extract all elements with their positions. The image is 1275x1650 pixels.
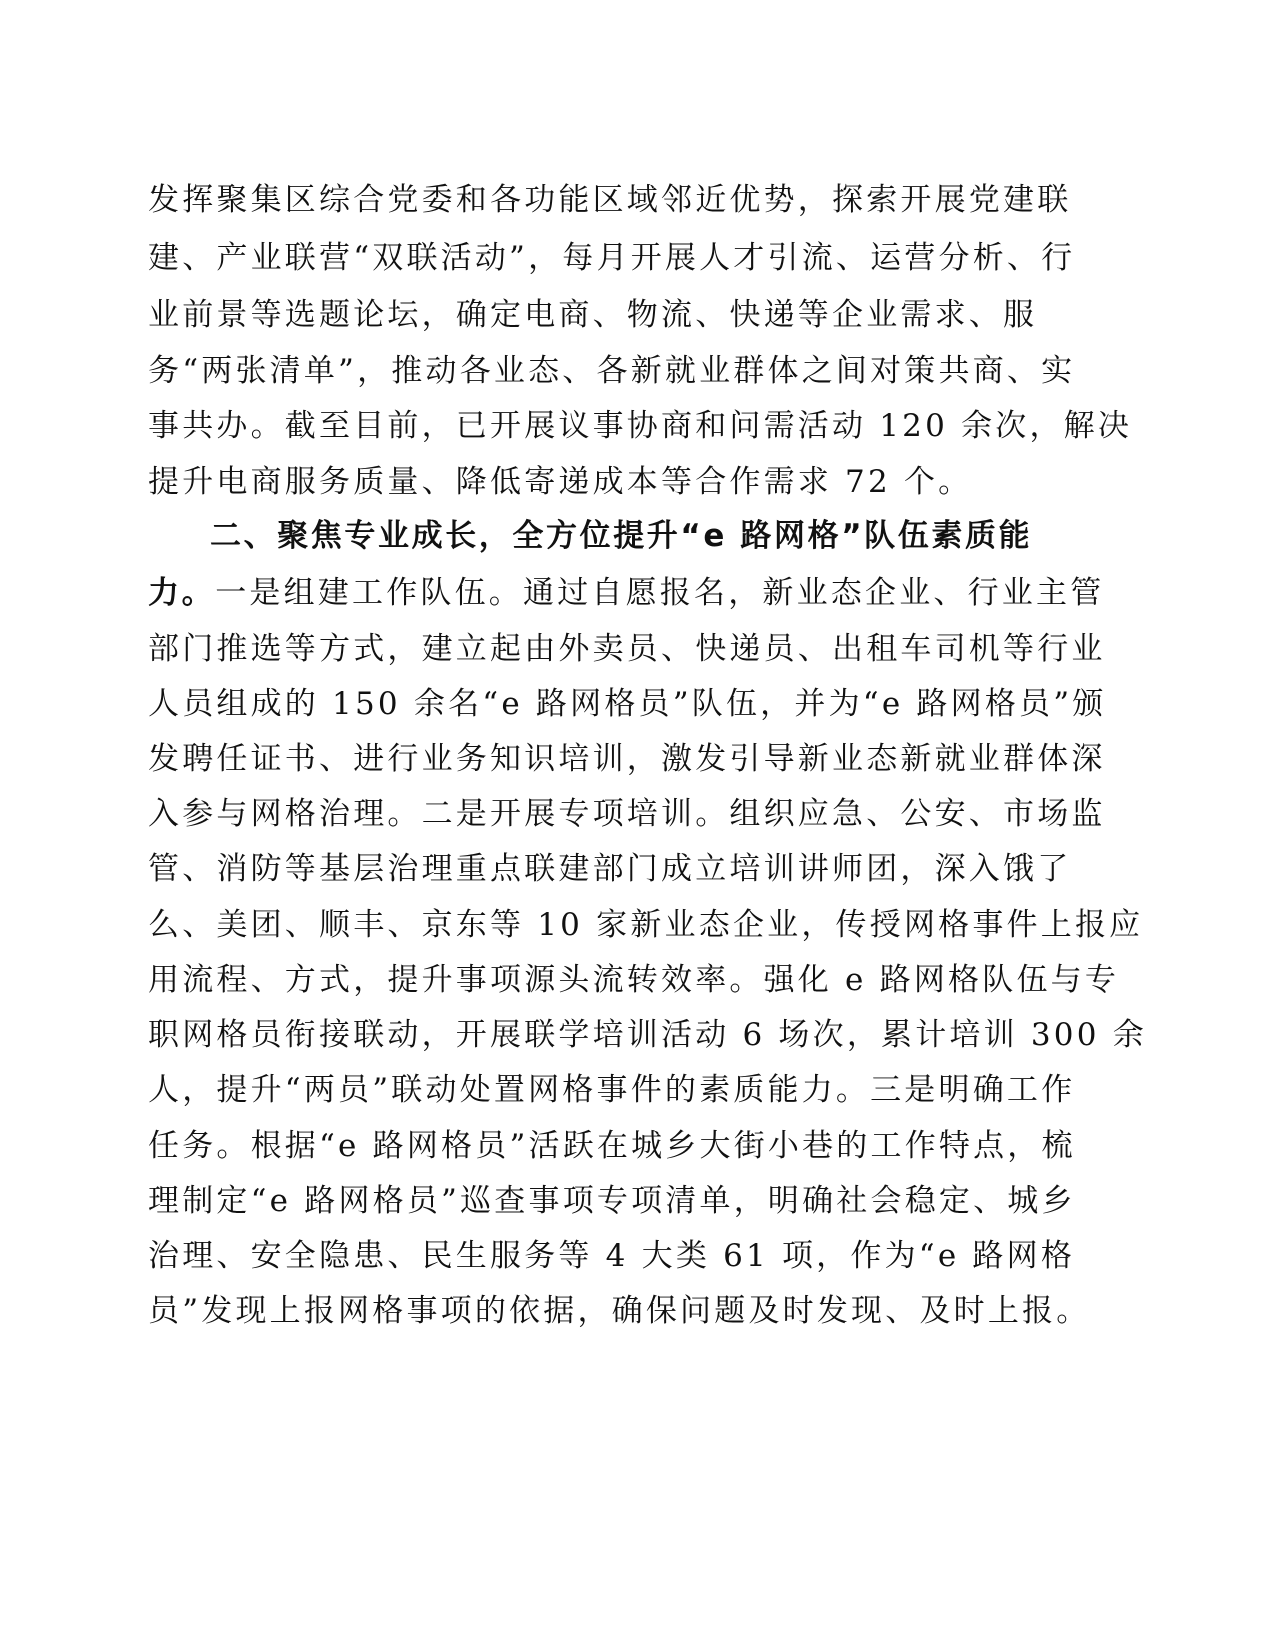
paragraph-line-8: 部门推选等方式，建立起由外卖员、快递员、出租车司机等行业 — [148, 631, 1106, 667]
paragraph-line-14: 用流程、方式，提升事项源头流转效率。强化 e 路网格队伍与专 — [148, 962, 1120, 998]
heading-continuation-line — [148, 573, 1104, 613]
paragraph-line-18: 理制定“e 路网格员”巡查事项专项清单，明确社会稳定、城乡 — [148, 1183, 1076, 1219]
paragraph-line-3: 业前景等选题论坛，确定电商、物流、快递等企业需求、服 — [148, 297, 1038, 333]
paragraph-line-11: 入参与网格治理。二是开展专项培训。组织应急、公安、市场监 — [148, 796, 1106, 832]
paragraph-line-2: 建、产业联营“双联活动”，每月开展人才引流、运营分析、行 — [148, 240, 1076, 276]
paragraph-line-20: 员”发现上报网格事项的依据，确保问题及时发现、及时上报。 — [148, 1293, 1091, 1329]
heading-continuation-text: 一是组建工作队伍。通过自愿报名，新业态企业、行业主管 — [215, 575, 1105, 611]
paragraph-line-12: 管、消防等基层治理重点联建部门成立培训讲师团，深入饿了 — [148, 851, 1072, 887]
heading-end: 力。 — [148, 575, 216, 611]
paragraph-line-13: 么、美团、顺丰、京东等 10 家新业态企业，传授网格事件上报应 — [148, 907, 1144, 943]
paragraph-line-6: 提升电商服务质量、降低寄递成本等合作需求 72 个。 — [148, 464, 973, 500]
paragraph-line-9: 人员组成的 150 余名“e 路网格员”队伍，并为“e 路网格员”颁 — [148, 686, 1107, 722]
paragraph-line-4: 务“两张清单”，推动各业态、各新就业群体之间对策共商、实 — [148, 353, 1076, 389]
paragraph-line-15: 职网格员衔接联动，开展联学培训活动 6 场次，累计培训 300 余 — [148, 1017, 1147, 1053]
paragraph-line-5: 事共办。截至目前，已开展议事协商和问需活动 120 余次，解决 — [148, 408, 1133, 444]
paragraph-line-10: 发聘任证书、进行业务知识培训，激发引导新业态新就业群体深 — [148, 741, 1106, 777]
paragraph-line-19: 治理、安全隐患、民生服务等 4 大类 61 项，作为“e 路网格 — [148, 1238, 1076, 1274]
section-heading: 二、聚焦专业成长，全方位提升“e 路网格”队伍素质能 — [210, 518, 1033, 554]
paragraph-line-17: 任务。根据“e 路网格员”活跃在城乡大街小巷的工作特点，梳 — [148, 1128, 1076, 1164]
paragraph-line-16: 人，提升“两员”联动处置网格事件的素质能力。三是明确工作 — [148, 1072, 1076, 1108]
paragraph-line-1: 发挥聚集区综合党委和各功能区域邻近优势，探索开展党建联 — [148, 182, 1072, 218]
